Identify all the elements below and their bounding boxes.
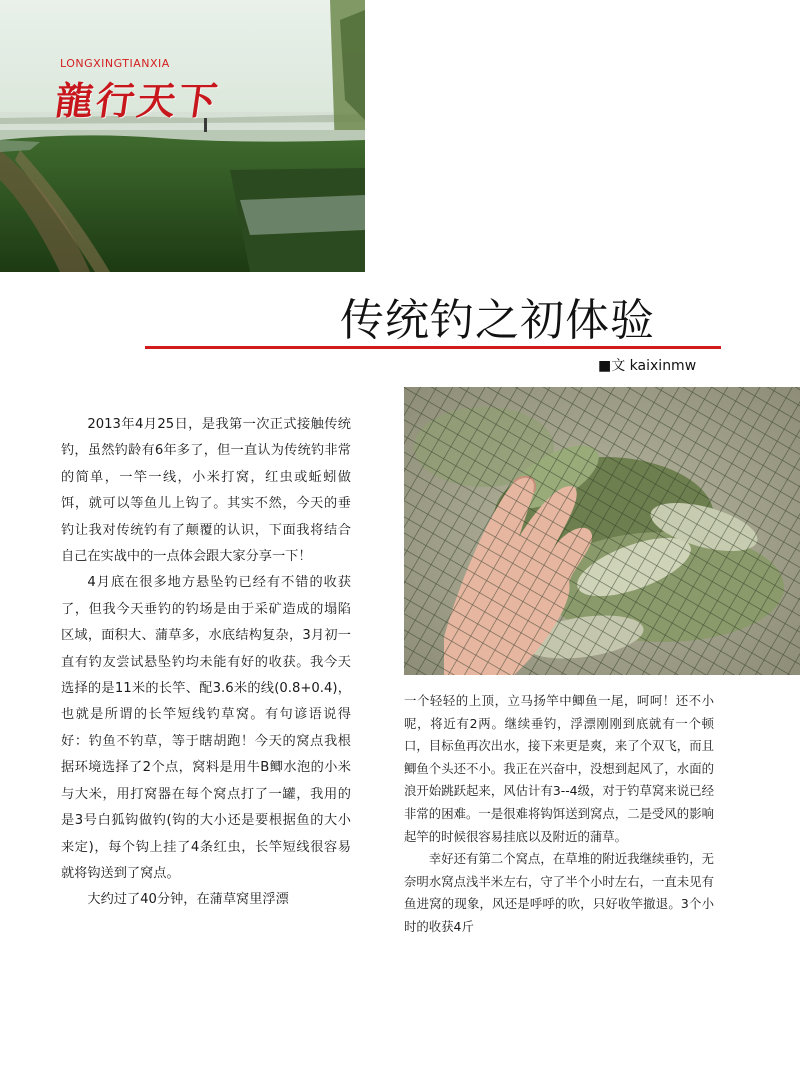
paragraph: 4月底在很多地方悬坠钓已经有不错的收获了，但我今天垂钓的钓场是由于采矿造成的塌陷区域，面积大、蒲草多，水底结构复杂，3月初一直有钓友尝试悬坠钓均未能有好的收获。我今天选择的是11米的长竿、配3.6米的线(0.8+0.4)，也就是所谓的长竿短线钓草窝。有句谚语说得好：钓鱼不钓草，等于瞎胡跑！今天的窝点我根据环境选择了2个点，窝料是用牛B鲫水泡的小米与大米，用打窝器在每个窝点打了一罐，我用的是3号白狐钩做钓(钩的大小还是要根据鱼的大小来定)，每个钩上挂了4条红虫，长竿短线很容易就将钩送到了窝点。 — [61, 575, 351, 881]
hero-landscape-photo — [0, 0, 365, 272]
brand-logo-chinese: 龍行天下 — [52, 78, 223, 123]
paragraph: 幸好还有第二个窝点，在草堆的附近我继续垂钓，无奈明水窝点浅半米左右，守了半个小时左右，一直未见有鱼进窝的现象，风还是呼呼的吹，只好收竿撤退。3个小时的收获4斤 — [404, 851, 714, 934]
byline — [598, 355, 696, 375]
fish-catch-photo — [404, 387, 800, 675]
title-underline — [145, 346, 721, 349]
article-column-right — [404, 690, 714, 939]
paragraph: 2013年4月25日，是我第一次正式接触传统钓，虽然钓龄有6年多了，但一直认为传统钓非常的简单，一竿一线，小米打窝，红虫或蚯蚓做饵，就可以等鱼儿上钩了。其实不然，今天的垂钓让我对传统钓有了颠覆的认识，下面我将结合自己在实战中的一点体会跟大家分享一下！ — [61, 417, 351, 565]
paragraph: 大约过了40分钟，在蒲草窝里浮漂 — [87, 892, 289, 908]
byline-marker: ■ — [598, 358, 612, 374]
brand-name-english: LONGXINGTIANXIA — [60, 57, 170, 70]
paragraph: 一个轻轻的上顶，立马扬竿中鲫鱼一尾，呵呵！还不小呢，将近有2两。继续垂钓，浮漂刚刚到底就有一个顿口，目标鱼再次出水，接下来更是爽，来了个双飞，而且鲫鱼个头还不小。我正在兴奋中，没想到起风了，水面的浪开始跳跃起来，风估计有3--4级，对于钓草窝来说已经非常的困难。一是很难将钩饵送到窝点，二是受风的影响起竿的时候很容易挂底以及附近的蒲草。 — [404, 693, 714, 844]
article-column-left — [61, 412, 351, 914]
byline-text: 文 kaixinmw — [611, 358, 697, 374]
article-title: 传统钓之初体验 — [340, 295, 655, 346]
